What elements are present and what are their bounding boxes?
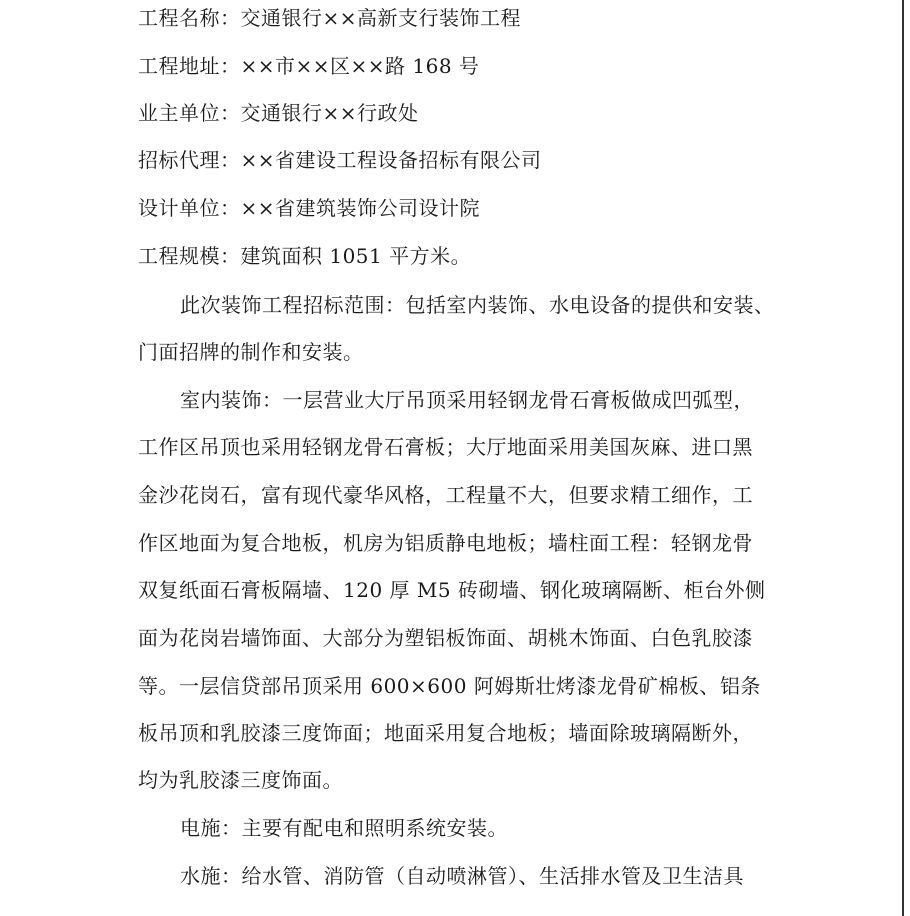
project-address-line: 工程地址：××市××区××路 168 号	[138, 54, 480, 78]
paragraph-line: 室内装饰：一层营业大厅吊顶采用轻钢龙骨石膏板做成凹弧型，	[180, 388, 754, 412]
electrical-line: 电施：主要有配电和照明系统安装。	[180, 816, 508, 840]
paragraph-line: 均为乳胶漆三度饰面。	[138, 768, 343, 792]
paragraph-line: 等。一层信贷部吊顶采用 600×600 阿姆斯壮烤漆龙骨矿棉板、铝条	[138, 674, 761, 698]
project-name-line: 工程名称：交通银行××高新支行装饰工程	[138, 6, 522, 30]
owner-unit-line: 业主单位：交通银行××行政处	[138, 101, 419, 125]
project-scale-line: 工程规模：建筑面积 1051 平方米。	[138, 244, 472, 268]
plumbing-line: 水施：给水管、消防管（自动喷淋管）、生活排水管及卫生洁具	[180, 864, 744, 888]
design-unit-line: 设计单位：××省建筑装饰公司设计院	[138, 196, 481, 220]
paragraph-line: 金沙花岗石，富有现代豪华风格，工程量不大，但要求精工细作，工	[138, 483, 753, 507]
paragraph-line: 板吊顶和乳胶漆三度饰面；地面采用复合地板；墙面除玻璃隔断外，	[138, 721, 753, 745]
paragraph-line: 此次装饰工程招标范围：包括室内装饰、水电设备的提供和安装、	[180, 293, 775, 317]
paragraph-line: 面为花岗岩墙饰面、大部分为塑铝板饰面、胡桃木饰面、白色乳胶漆	[138, 626, 753, 650]
paragraph-line: 门面招牌的制作和安装。	[138, 340, 364, 364]
paragraph-line: 工作区吊顶也采用轻钢龙骨石膏板；大厅地面采用美国灰麻、进口黑	[138, 435, 753, 459]
paragraph-line: 双复纸面石膏板隔墙、120 厚 M5 砖砌墙、钢化玻璃隔断、柜台外侧	[138, 578, 766, 602]
paragraph-line: 作区地面为复合地板，机房为铝质静电地板；墙柱面工程：轻钢龙骨	[138, 531, 753, 555]
bidding-agent-line: 招标代理：××省建设工程设备招标有限公司	[138, 148, 542, 172]
